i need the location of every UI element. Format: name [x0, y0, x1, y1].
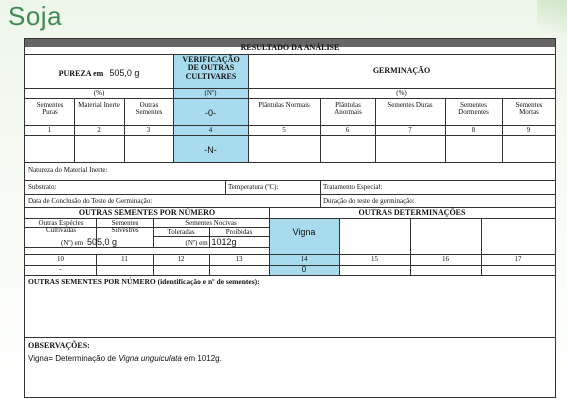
germinacao-unit: (%): [396, 89, 407, 97]
germinacao-num-7: 7: [408, 126, 412, 134]
proibidas-label: Proibidas: [225, 228, 253, 236]
slide-title: Soja: [8, 1, 63, 31]
pureza-col-1: Sementes Puras: [36, 101, 64, 117]
germinacao-col-3: Sementes Duras: [387, 101, 433, 109]
n-em-row-1: (Nº) em 505,0 g: [61, 237, 117, 247]
data-conclusao-label: Data de Conclusão do Teste de Germinação:: [28, 197, 153, 205]
natureza-label: Natureza do Material Inerte:: [28, 166, 108, 174]
pureza-num-2: 2: [97, 126, 101, 134]
od-num-17: 17: [514, 255, 522, 263]
result-header: RESULTADO DA ANÁLISE: [240, 43, 340, 52]
germinacao-num-8: 8: [471, 126, 476, 134]
outras-sementes-col-2: Sementes Silvestres: [111, 219, 139, 235]
germinacao-col-4: Sementes Dormentes: [458, 101, 489, 117]
verificacao-value: -0-: [205, 108, 216, 118]
pureza-label: PUREZA em 505,0 g: [58, 68, 140, 78]
outras-sementes-weight-1: 505,0 g: [86, 237, 117, 247]
od-num-14: 14: [300, 255, 308, 263]
analysis-form: [24, 38, 556, 398]
pureza-unit: (%): [93, 89, 105, 97]
germinacao-label: GERMINAÇÃO: [372, 66, 431, 75]
pureza-num-3: 3: [146, 126, 151, 134]
verificacao-unit: (Nº): [204, 89, 217, 97]
os-num-13: 13: [235, 255, 243, 263]
slide-decoration: [537, 0, 567, 40]
temperatura-label: Temperatura (ºC):: [228, 183, 279, 191]
outras-sementes-label: OUTRAS SEMENTES POR NÚMERO: [78, 208, 216, 217]
identificacao-label: OUTRAS SEMENTES POR NÚMERO (identificação e nº de sementes):: [28, 277, 260, 286]
n-em-row-2: (Nº) em 1012g: [185, 237, 237, 247]
pureza-num-1: 1: [47, 126, 52, 134]
od-num-15: 15: [371, 255, 378, 263]
germinacao-num-6: 6: [345, 126, 350, 134]
duracao-label: Duração do teste de germinação:: [323, 197, 415, 205]
observacoes-text: Vigna= Determinação de Vigna unguiculata em 1012g.: [28, 354, 222, 363]
outras-sementes-weight-2: 1012g: [211, 237, 237, 247]
verificacao-num: 4: [208, 126, 213, 134]
germinacao-num-9: 9: [526, 126, 531, 134]
germinacao-col-5: Sementes Mortas: [515, 101, 543, 117]
verificacao-result: -N-: [204, 145, 217, 155]
pureza-col-2: Material Inerte: [78, 101, 120, 109]
os-num-11: 11: [121, 255, 128, 263]
od-num-16: 16: [442, 255, 449, 263]
os-first-value: -: [59, 265, 62, 273]
pureza-value: 505,0 g: [109, 68, 140, 78]
tratamento-label: Tratamento Especial:: [323, 183, 383, 191]
pureza-col-3: Outras Sementes: [135, 101, 163, 117]
outras-sementes-col-1: Outras Espécies Cultivadas: [38, 219, 84, 235]
vigna-value: 0: [301, 265, 307, 274]
vigna-label: Vigna: [292, 227, 316, 237]
germinacao-col-2: Plântulas Anormais: [334, 101, 362, 117]
nocivas-label: Sementes Nocivas: [185, 219, 237, 227]
os-num-10: 10: [57, 255, 64, 263]
germinacao-col-1: Plântulas Normais: [258, 101, 310, 109]
os-num-12: 12: [177, 255, 185, 263]
observacoes-label: OBSERVAÇÕES:: [28, 341, 90, 350]
germinacao-num-5: 5: [282, 126, 286, 134]
outras-det-label: OUTRAS DETERMINAÇÕES: [358, 208, 466, 217]
verificacao-label: VERIFICAÇÃO DE OUTRAS CULTIVARES: [182, 55, 240, 81]
toleradas-label: Toleradas: [167, 228, 195, 236]
substrato-label: Substrato:: [28, 183, 57, 191]
